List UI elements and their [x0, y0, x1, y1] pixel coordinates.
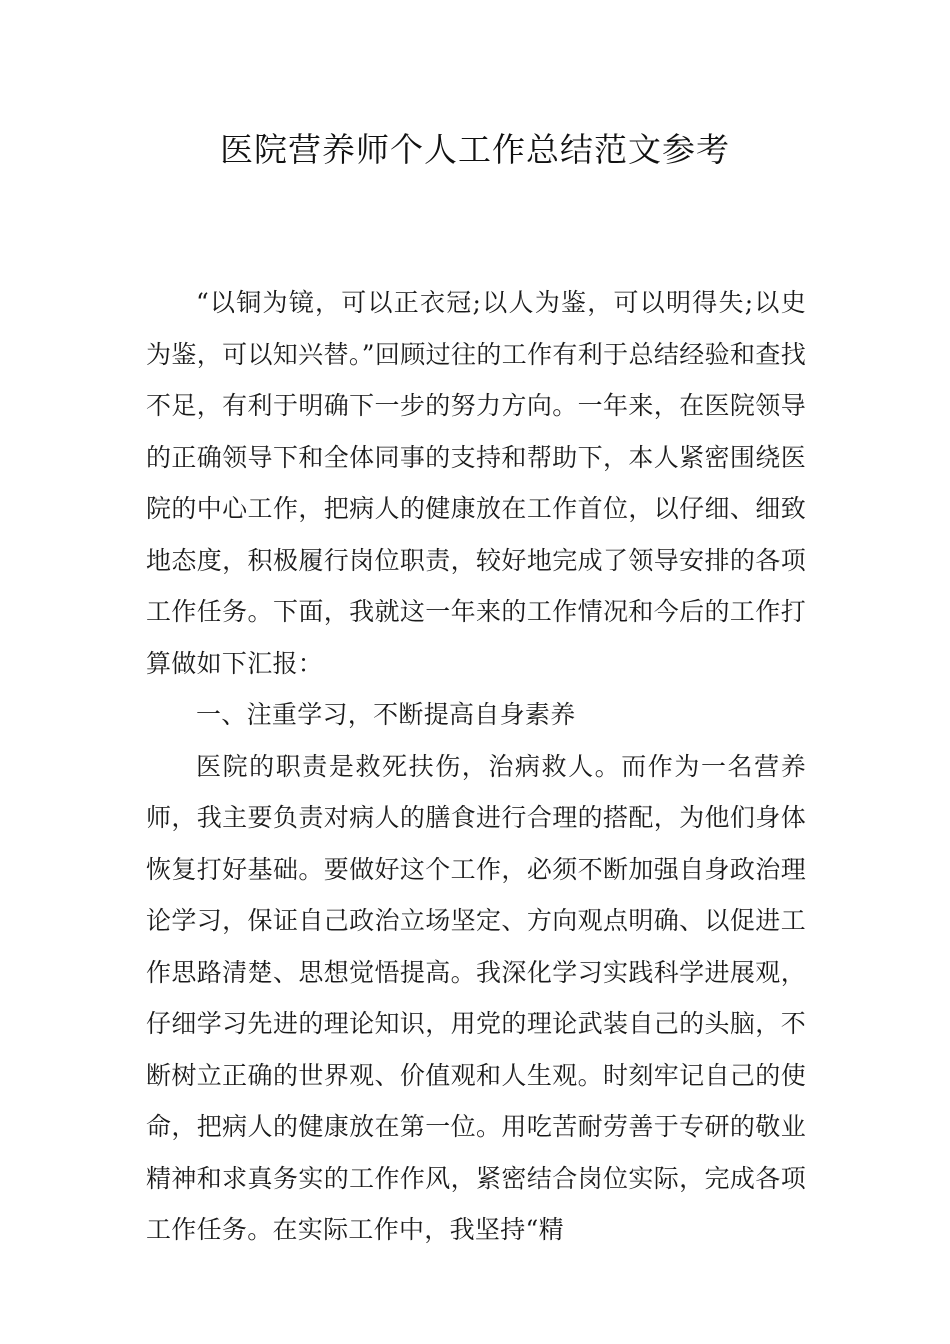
section-heading: 一、注重学习，不断提高自身素养: [196, 700, 576, 729]
document-body: [146, 277, 806, 1256]
paragraph-intro: “以铜为镜，可以正衣冠;以人为鉴，可以明得失;以史为鉴，可以知兴替。”回顾过往的工作有利于总结经验和查找不足，有利于明确下一步的努力方向。一年来，在医院领导的正确领导下和全体同事的支持和帮助下，本人紧密围绕医院的中心工作，把病人的健康放在工作首位，以仔细、细致地态度，积极履行岗位职责，较好地完成了领导安排的各项工作任务。下面，我就这一年来的工作情况和今后的工作打算做如下汇报：: [146, 288, 806, 678]
document-title: 医院营养师个人工作总结范文参考: [220, 130, 730, 169]
paragraph-section-one: 医院的职责是救死扶伤，治病救人。而作为一名营养师，我主要负责对病人的膳食进行合理的搭配，为他们身体恢复打好基础。要做好这个工作，必须不断加强自身政治理论学习，保证自己政治立场坚定、方向观点明确、以促进工作思路清楚、思想觉悟提高。我深化学习实践科学进展观，仔细学习先进的理论知识，用党的理论武装自己的头脑，不断树立正确的世界观、价值观和人生观。时刻牢记自己的使命，把病人的健康放在第一位。用吃苦耐劳善于专研的敬业精神和求真务实的工作作风，紧密结合岗位实际，完成各项工作任务。在实际工作中，我坚持“精: [146, 751, 806, 1244]
